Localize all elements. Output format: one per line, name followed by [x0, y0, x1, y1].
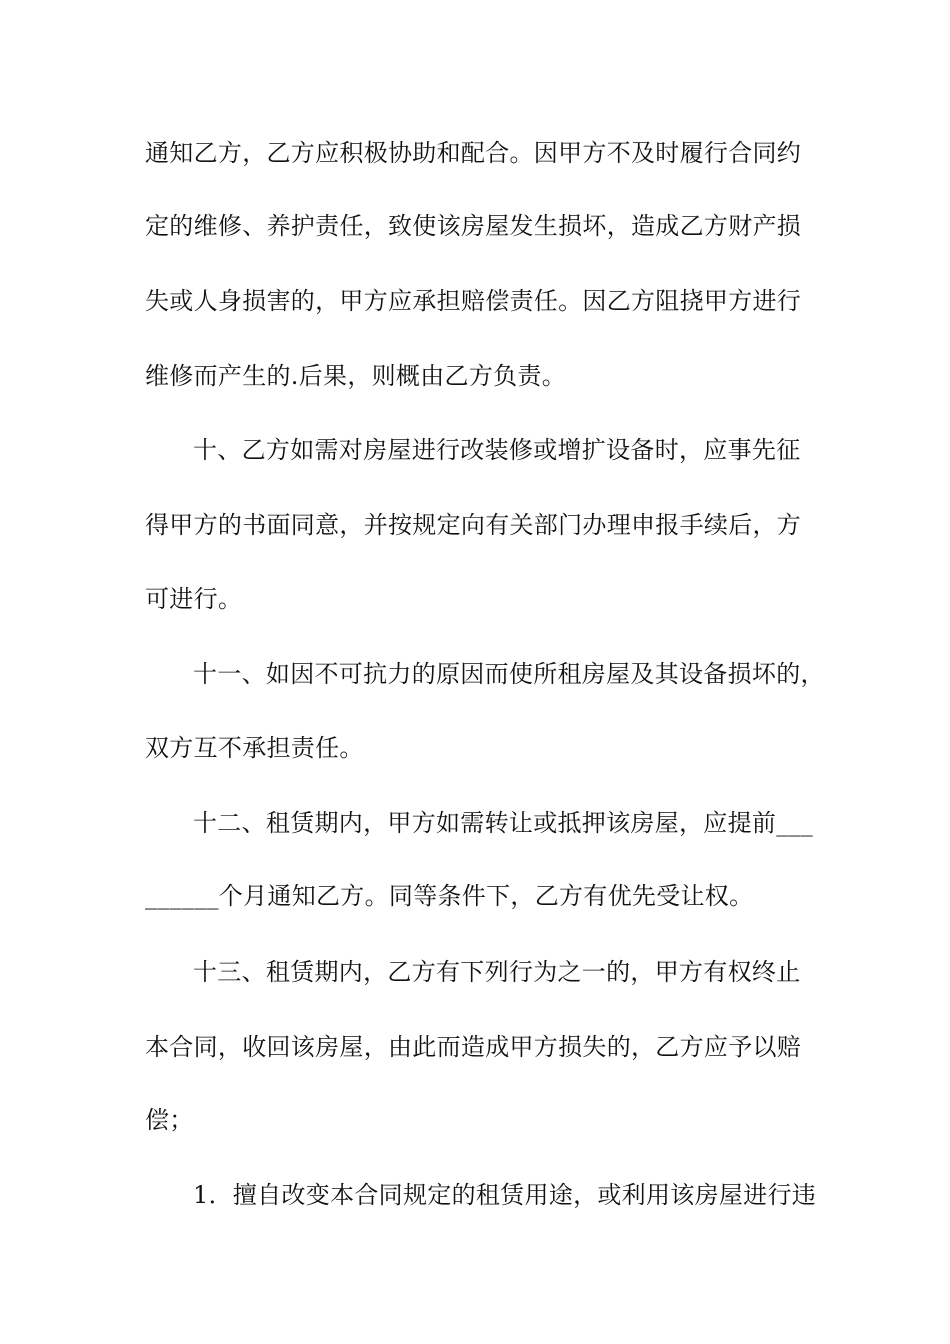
text-line: 可进行。: [145, 585, 243, 613]
text-line: 维修而产生的.后果，则概由乙方负责。: [145, 362, 567, 390]
text-line: 本合同，收回该房屋，由此而造成甲方损失的，乙方应予以赔: [145, 1033, 802, 1061]
text-line: 双方互不承担责任。: [145, 734, 364, 762]
paragraph-twelve-first-line: 十二、租赁期内，甲方如需转让或抵押该房屋，应提前___: [193, 809, 814, 837]
text-line: 得甲方的书面同意，并按规定向有关部门办理申报手续后，方: [145, 511, 802, 539]
paragraph-eleven-first-line: 十一、如因不可抗力的原因而使所租房屋及其设备损坏的，: [193, 660, 825, 688]
text-line: 通知乙方，乙方应积极协助和配合。因甲方不及时履行合同约: [145, 139, 802, 167]
text-line: 定的维修、养护责任，致使该房屋发生损坏，造成乙方财产损: [145, 212, 802, 240]
list-item-one: 1．擅自改变本合同规定的租赁用途，或利用该房屋进行违: [193, 1181, 817, 1209]
text-line: 失或人身损害的，甲方应承担赔偿责任。因乙方阻挠甲方进行: [145, 287, 802, 315]
paragraph-ten-first-line: 十、乙方如需对房屋进行改装修或增扩设备时，应事先征: [193, 436, 801, 464]
text-line: ______个月通知乙方。同等条件下，乙方有优先受让权。: [145, 882, 754, 910]
text-line: 偿；: [145, 1106, 194, 1134]
paragraph-thirteen-first-line: 十三、租赁期内，乙方有下列行为之一的，甲方有权终止: [193, 958, 801, 986]
